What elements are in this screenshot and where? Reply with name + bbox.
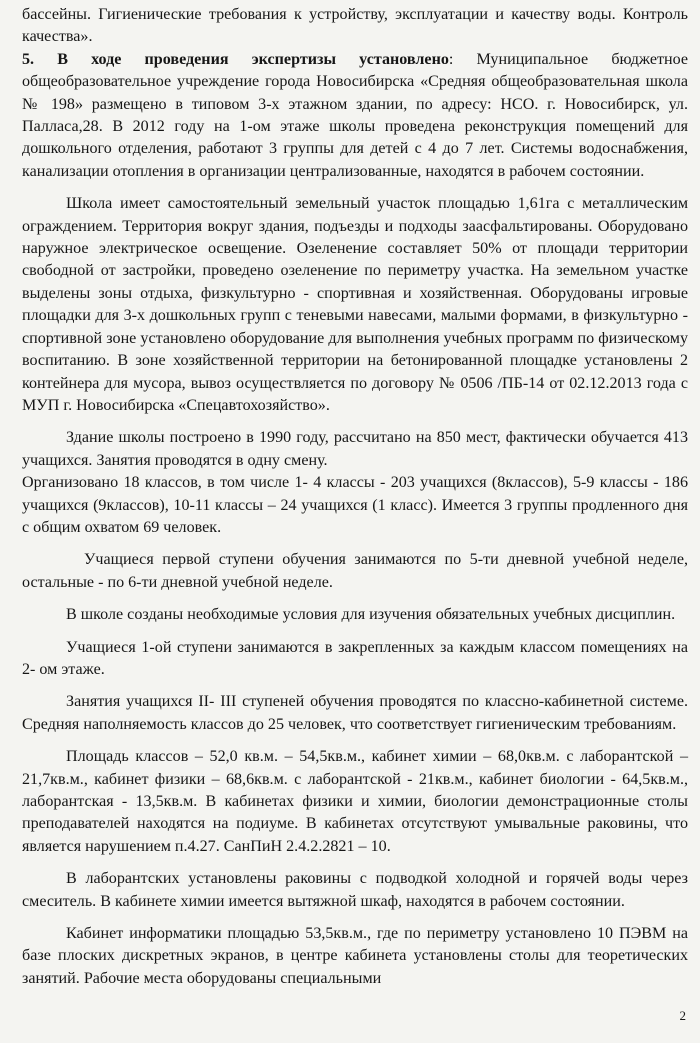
paragraph-land-plot: Школа имеет самостоятельный земельный участок площадью 1,61га с металлическим ограждением. Территория вокруг здания, подъезды и подходы заасфальтированы. Оборудовано наружное электрическое освещение. Озеленение составляет 50% от площади территории свободной от застройки, проведено озеленение по периметру участка. На земельном участке выделены зоны отдыха, физкультурно - спортивная и хозяйственная. Оборудованы игровые площадки для 3-х дошкольных групп с теневыми навесами, малыми формами, в физкультурно - спортивной зоне установлено оборудование для выполнения учебных программ по физическому воспитанию. В зоне хозяйственной территории на бетонированной площадке установлены 2 контейнера для мусора, вывоз осуществляется по договору № 0506 /ПБ-14 от 02.12.2013 года с МУП г. Новосибирска «Спецавтохозяйство». [22,195,688,414]
paragraph-conditions: В школе созданы необходимые условия для изучения обязательных учебных дисциплин. [66,606,676,624]
paragraph-informatics: Кабинет информатики площадью 53,5кв.м., где по периметру установлено 10 ПЭВМ на базе плоских дискретных экранов, в центре кабинета установлены столы для теоретических занятий. Рабочие места оборудованы специальными [22,925,688,987]
paragraph-building: Здание школы построено в 1990 году, рассчитано на 850 мест, фактически обучается 413 учащихся. Занятия проводятся в одну смену. [22,429,688,469]
paragraph-findings-text: : Муниципальное бюджетное общеобразовательное учреждение города Новосибирска «Средняя общеобразовательная школа № 198» размещено в типовом 3-х этажном здании, по адресу: НСО. г. Новосибирск, ул. Палласа,28. В 2012 году на 1-ом этаже школы проведена реконструкция помещений для дошкольного отделения, работают 3 группы для детей с 4 до 7 лет. Системы водоснабжения, канализации отопления в организации централизованные, находятся в рабочем состоянии. [22,50,688,180]
paragraph-labs: В лаборантских установлены раковины с подводкой холодной и горячей воды через смеситель. В кабинете химии имеется вытяжной шкаф, находятся в рабочем состоянии. [22,870,688,910]
paragraph-first-level: Учащиеся 1-ой ступени занимаются в закрепленных за каждым классом помещениях на 2- ом этаже. [22,638,688,678]
paragraph-cabinet-system: Занятия учащихся II- III ступеней обучения проводятся по классно-кабинетной системе. Средняя наполняемость классов до 25 человек, что соответствует гигиеническим требованиям. [22,693,688,733]
section-heading: 5. В ходе проведения экспертизы установлено [22,50,449,68]
paragraph-findings [22,49,688,183]
paragraph-study-week: Учащиеся первой ступени обучения занимаются по 5-ти дневной учебной неделе, остальные - по 6-ти дневной учебной неделе. [22,551,688,591]
page-number: 2 [679,1007,686,1023]
paragraph-classes: Организовано 18 классов, в том числе 1- 4 классы - 203 учащихся (8классов), 5-9 классы - 186 учащихся (9классов), 10-11 классы – 24 учащихся (1 класс). Имеется 3 группы продленного дня с общим охватом 69 человек. [22,474,688,536]
paragraph-intro-continuation: бассейны. Гигиенические требования к устройству, эксплуатации и качеству воды. Контроль качества». [22,6,688,46]
paragraph-room-areas: Площадь классов – 52,0 кв.м. – 54,5кв.м., кабинет химии – 68,0кв.м. с лаборантской – 21,7кв.м., кабинет физики – 68,6кв.м. с лаборантской - 21кв.м., кабинет биологии - 64,5кв.м., лаборантская - 13,5кв.м. В кабинетах физики и химии, биологии демонстрационные столы преподавателей находятся на подиуме. В кабинетах отсутствуют умывальные раковины, что является нарушением п.4.27. СанПиН 2.4.2.2821 – 10. [22,748,688,855]
